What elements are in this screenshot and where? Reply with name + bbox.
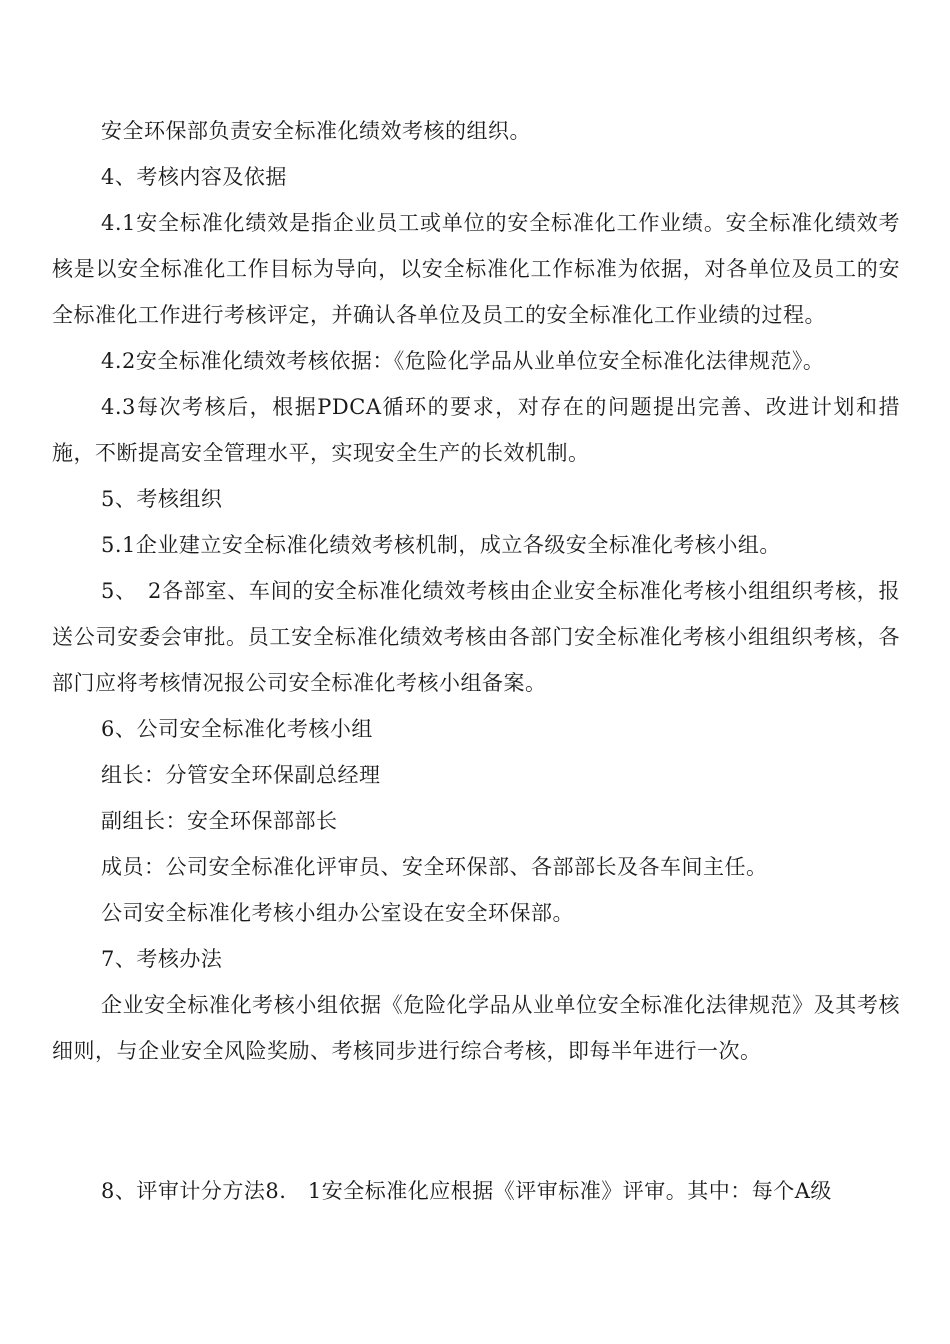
heading-section-6: 6、公司安全标准化考核小组 [101, 717, 373, 741]
paragraph-responsibility: 安全环保部负责安全标准化绩效考核的组织。 [101, 119, 531, 143]
heading-section-7: 7、考核办法 [101, 947, 223, 971]
paragraph-5-2: 5、 2各部室、车间的安全标准化绩效考核由企业安全标准化考核小组组织考核，报送公司安委会审批。员工安全标准化绩效考核由各部门安全标准化考核小组组织考核，各部门应将考核情况报公司安全标准化考核小组备案。 [52, 579, 900, 695]
heading-section-4: 4、考核内容及依据 [101, 165, 287, 189]
paragraph-section-8: 8、评审计分方法8. 1安全标准化应根据《评审标准》评审。其中：每个A级 [101, 1179, 832, 1203]
paragraph-4-2: 4.2安全标准化绩效考核依据：《危险化学品从业单位安全标准化法律规范》。 [101, 349, 825, 373]
paragraph-members: 成员：公司安全标准化评审员、安全环保部、各部部长及各车间主任。 [101, 855, 768, 879]
paragraph-office: 公司安全标准化考核小组办公室设在安全环保部。 [101, 901, 574, 925]
paragraph-deputy-leader: 副组长：安全环保部部长 [101, 809, 338, 833]
document-page [52, 108, 900, 1214]
paragraph-4-1: 4.1安全标准化绩效是指企业员工或单位的安全标准化工作业绩。安全标准化绩效考核是以安全标准化工作目标为导向，以安全标准化工作标准为依据，对各单位及员工的安全标准化工作进行考核评定，并确认各单位及员工的安全标准化工作业绩的过程。 [52, 211, 900, 327]
heading-section-5: 5、考核组织 [101, 487, 223, 511]
paragraph-assessment-method: 企业安全标准化考核小组依据《危险化学品从业单位安全标准化法律规范》及其考核细则，与企业安全风险奖励、考核同步进行综合考核，即每半年进行一次。 [52, 993, 900, 1063]
paragraph-5-1: 5.1企业建立安全标准化绩效考核机制，成立各级安全标准化考核小组。 [101, 533, 781, 557]
paragraph-4-3: 4.3每次考核后，根据PDCA循环的要求，对存在的问题提出完善、改进计划和措施，不断提高安全管理水平，实现安全生产的长效机制。 [52, 395, 900, 465]
paragraph-team-leader: 组长：分管安全环保副总经理 [101, 763, 381, 787]
